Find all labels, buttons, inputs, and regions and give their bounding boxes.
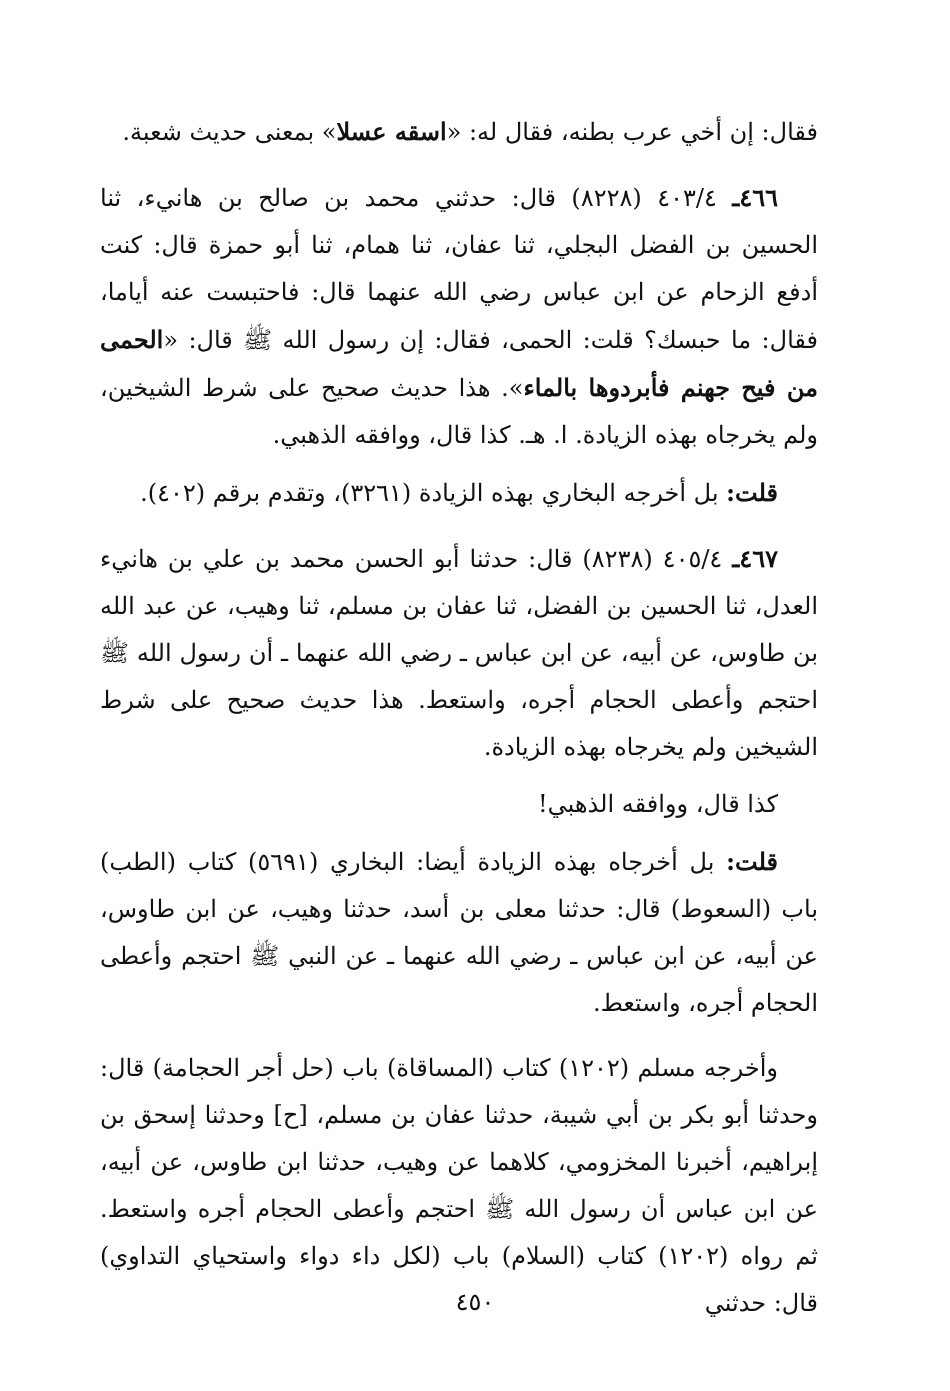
spacer	[100, 771, 818, 781]
text: » بمعنى حديث شعبة.	[122, 118, 337, 146]
paragraph-1	[100, 108, 818, 156]
comment-paragraph	[100, 781, 818, 828]
hadith-467	[100, 535, 818, 771]
page-number: ٤٥٠	[455, 1288, 495, 1316]
text: ٤٠٣/٤ (٨٢٢٨) قال: حدثني محمد بن صالح بن هانيء، ثنا الحسين بن الفضل البجلي، ثنا عفان، ثنا همام، ثنا أبو حمزة قال: كنت أدفع الزحام عن ابن عباس رضي الله عنهما قال: فاحتبست عنه أياما، فقال: ما حبسك؟ قلت: الحمى، فقال: إن رسول الله ﷺ قال: «	[100, 184, 818, 354]
lead-word: قلت:	[726, 847, 778, 876]
text: ٤٠٥/٤ (٨٢٣٨) قال: حدثنا أبو الحسن محمد بن علي بن هانيء العدل، ثنا الحسين بن الفضل، ثنا عفان بن مسلم، ثنا وهيب، عن عبد الله بن طاوس، عن أبيه، عن ابن عباس ـ رضي الله عنهما ـ أن رسول الله ﷺ احتجم وأعطى الحجام أجره، واستعط. هذا حديث صحيح على شرط الشيخين ولم يخرجاه بهذه الزيادة.	[100, 545, 818, 761]
text: وأخرجه مسلم (١٢٠٢) كتاب (المساقاة) باب (حل أجر الحجامة) قال: وحدثنا أبو بكر بن أبي شيبة، حدثنا عفان بن مسلم، [ح] وحدثنا إسحق بن إبراهيم، أخبرنا المخزومي، كلاهما عن وهيب، حدثنا ابن طاوس، عن أبيه، عن ابن عباس أن رسول الله ﷺ احتجم وأعطى الحجام أجره واستعط. ثم رواه (١٢٠٢) كتاب (السلام) باب (لكل داء دواء واستحياي التداوي) قال: حدثني	[100, 1054, 818, 1317]
note-paragraph-2	[100, 838, 818, 1027]
hadith-number: ٤٦٧ـ	[732, 544, 778, 573]
bold-quote: الحمى من فيح جهنم فأبردوها بالماء	[100, 325, 818, 402]
page-body	[100, 108, 818, 1327]
spacer	[100, 517, 818, 535]
spacer	[100, 1027, 818, 1045]
hadith-466	[100, 174, 818, 459]
muslim-paragraph	[100, 1045, 818, 1327]
spacer	[100, 828, 818, 838]
text: بل أخرجه البخاري بهذه الزيادة (٣٢٦١)، وتقدم برقم (٤٠٢).	[140, 479, 727, 507]
note-paragraph	[100, 469, 818, 517]
text: كذا قال، ووافقه الذهبي!	[538, 790, 778, 818]
text: بل أخرجاه بهذه الزيادة أيضا: البخاري (٥٦٩١) كتاب (الطب) باب (السعوط) قال: حدثنا معلى بن أسد، حدثنا وهيب، عن ابن طاوس، عن أبيه، عن ابن عباس ـ رضي الله عنهما ـ عن النبي ﷺ احتجم وأعطى الحجام أجره، واستعط.	[100, 848, 818, 1017]
spacer	[100, 459, 818, 469]
lead-word: قلت:	[726, 478, 778, 507]
text: فقال: إن أخي عرب بطنه، فقال له: «	[446, 118, 818, 146]
spacer	[100, 156, 818, 174]
bold-quote: اسقه عسلا	[336, 117, 447, 146]
hadith-number: ٤٦٦ـ	[732, 183, 778, 212]
text: ». هذا حديث صحيح على شرط الشيخين، ولم يخرجاه بهذه الزيادة. ا. هـ. كذا قال، ووافقه الذهبي.	[100, 374, 818, 449]
